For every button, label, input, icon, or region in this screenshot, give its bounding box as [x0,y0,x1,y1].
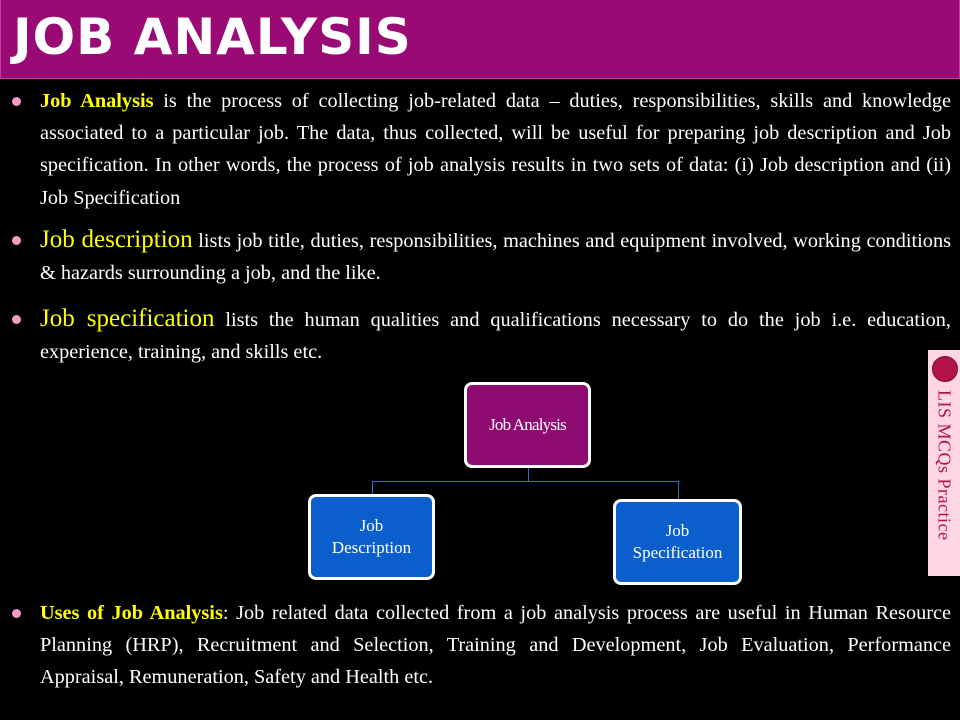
bullet-text: is the process of collecting job-related data – duties, responsibilities, skills and knowledge associated to a particular job. The data, thus collected, will be useful for preparing job description and Job specification. In other words, the process of job analysis results in two sets of data: (i) Job description and (ii) Job Specification [40,90,951,209]
connector-line [678,481,679,500]
title-bar [0,0,960,79]
bullet-icon [12,315,21,324]
keyword-job-analysis: Job Analysis [40,90,154,112]
bullet-uses-of-job-analysis [40,597,951,694]
keyword-separator: : [222,602,229,624]
watermark-logo-icon [932,356,958,382]
keyword-uses-of-job-analysis: Uses of Job Analysis [40,602,223,624]
diagram-node-job-description [308,494,435,580]
node-label-line1: Job [665,521,690,540]
diagram-node-job-specification [613,499,742,585]
keyword-job-description: Job description [40,226,193,253]
connector-line [372,481,679,482]
connector-line [528,468,529,482]
bullet-job-specification [40,303,951,368]
node-label-line2: Description [331,538,412,557]
bullet-icon [12,609,21,618]
keyword-job-specification: Job specification [40,305,215,332]
slide-title: JOB ANALYSIS [13,8,412,66]
bullet-text: lists the human qualities and qualifications necessary to do the job i.e. education, experience, training, and skills etc. [40,309,952,364]
node-label-line1: Job [359,516,384,535]
bullet-icon [12,236,21,245]
bullet-text: lists job title, duties, responsibilities, machines and equipment involved, working conditions & hazards surrounding a job, and the like. [40,230,951,285]
bullet-text: Job related data collected from a job analysis process are useful in Human Resource Planning (HRP), Recruitment and Selection, Training and Development, Job Evaluation, Performance Appraisal, Remuneration, Safety and Health etc. [40,602,951,689]
bullet-icon [12,97,21,106]
node-label: Job Analysis [489,415,566,434]
diagram-node-job-analysis [464,382,591,468]
connector-line [372,481,373,495]
watermark-text: LIS MCQs Practice [934,390,955,541]
bullet-job-analysis [40,85,951,214]
watermark-badge [928,350,960,576]
node-label-line2: Specification [632,543,723,562]
bullet-job-description [40,224,951,289]
